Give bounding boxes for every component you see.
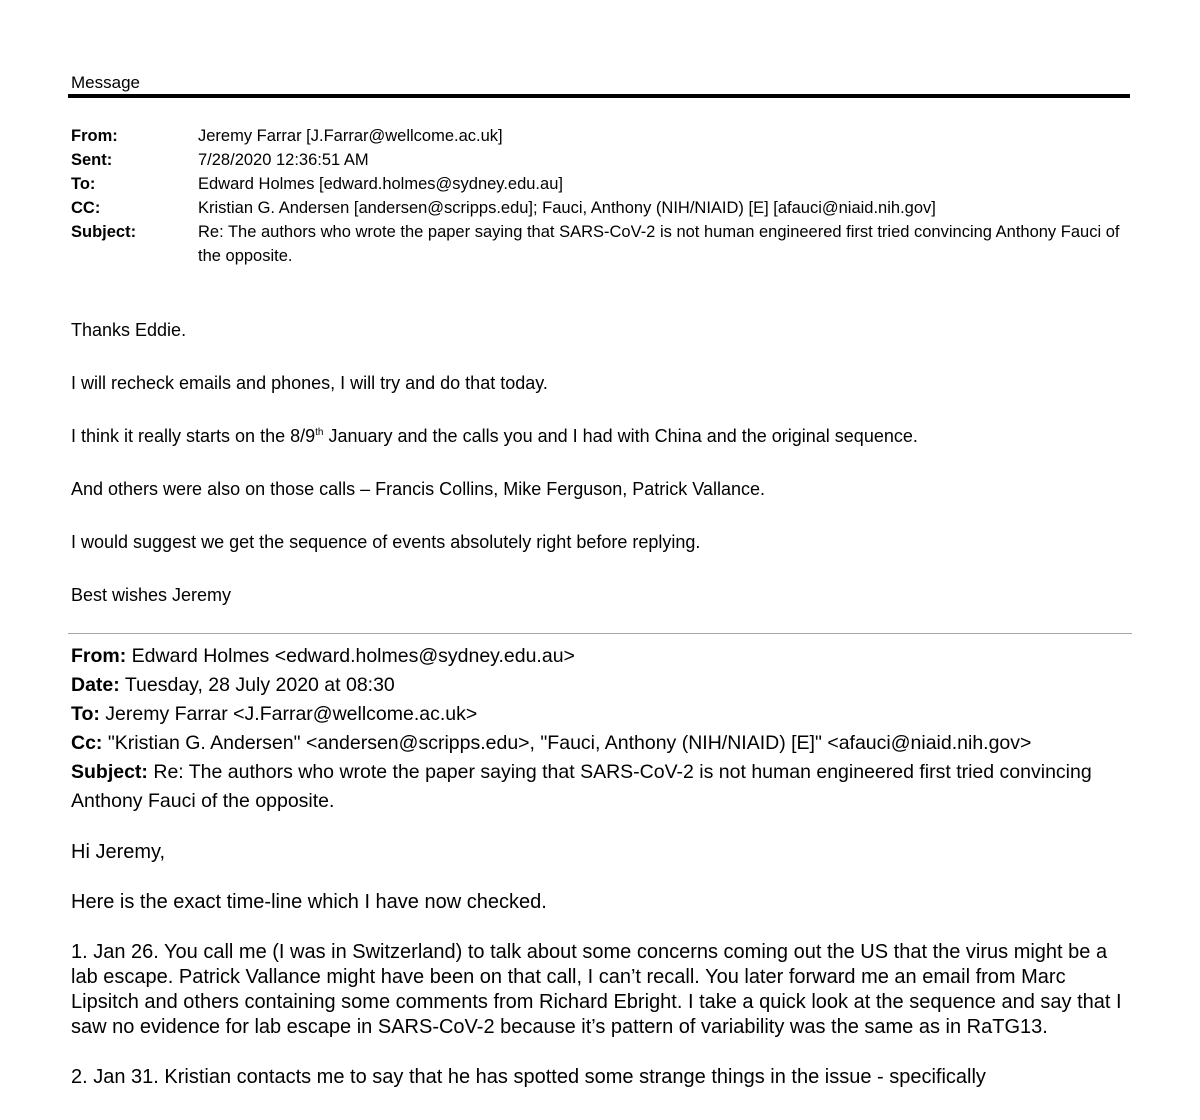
quoted-subject-row	[71, 758, 1131, 816]
from-value: Jeremy Farrar [J.Farrar@wellcome.ac.uk]	[198, 127, 503, 145]
quoted-cc-label: Cc:	[71, 732, 103, 754]
header-from-row	[71, 124, 1131, 148]
quoted-from-value: Edward Holmes <edward.holmes@sydney.edu.au>	[131, 645, 575, 667]
quoted-to-label: To:	[71, 703, 100, 725]
to-label: To:	[71, 175, 96, 193]
header-subject-row	[71, 220, 1131, 268]
reply-text: I think it really starts on the 8/9	[71, 426, 316, 446]
timeline-item-1: 1. Jan 26. You call me (I was in Switzerland) to talk about some concerns coming out the US that the virus might be a lab escape. Patrick Vallance might have been on that call, I can’t recall. You later forward me an email from Marc Lipsitch and others containing some comments from Richard Ebright. I take a quick look at the sequence and say that I saw no evidence for lab escape in SARS-CoV-2 because it’s pattern of variability was the same as in RaTG13.	[71, 941, 1122, 1038]
reply-paragraph: And others were also on those calls – Francis Collins, Mike Ferguson, Patrick Vallance.	[71, 479, 765, 499]
quoted-subject-value: Re: The authors who wrote the paper saying that SARS-CoV-2 is not human engineered first tried convincing Anthony Fauci of the opposite.	[71, 761, 1092, 812]
quoted-divider	[68, 633, 1132, 634]
header-divider	[68, 94, 1130, 98]
email-header	[71, 124, 1131, 268]
header-to-row	[71, 172, 1131, 196]
subject-value: Re: The authors who wrote the paper saying that SARS-CoV-2 is not human engineered first tried convincing Anthony Fauci of the opposite.	[198, 223, 1120, 265]
quoted-date-row	[71, 671, 1131, 700]
reply-signoff: Best wishes Jeremy	[71, 585, 232, 605]
ordinal-superscript: th	[315, 427, 324, 438]
quoted-cc-row	[71, 729, 1131, 758]
reply-text: January and the calls you and I had with China and the original sequence.	[323, 426, 918, 446]
quoted-body	[71, 840, 1131, 1115]
quoted-cc-value: "Kristian G. Andersen" <andersen@scripps.edu>, "Fauci, Anthony (NIH/NIAID) [E]" <afauci@niaid.nih.gov>	[107, 732, 1032, 754]
reply-paragraph	[71, 424, 1131, 448]
quoted-date-value: Tuesday, 28 July 2020 at 08:30	[124, 674, 395, 696]
quoted-greeting: Hi Jeremy,	[71, 841, 166, 863]
sent-value: 7/28/2020 12:36:51 AM	[198, 151, 369, 169]
reply-paragraph: I will recheck emails and phones, I will try and do that today.	[71, 373, 548, 393]
quoted-to-value: Jeremy Farrar <J.Farrar@wellcome.ac.uk>	[105, 703, 478, 725]
cc-value: Kristian G. Andersen [andersen@scripps.edu]; Fauci, Anthony (NIH/NIAID) [E] [afauci@niaid.nih.gov]	[198, 199, 936, 217]
quoted-from-label: From:	[71, 645, 127, 667]
quoted-header	[71, 642, 1131, 816]
sent-label: Sent:	[71, 151, 113, 169]
timeline-item-2: 2. Jan 31. Kristian contacts me to say that he has spotted some strange things in the issue - specifically	[71, 1066, 986, 1088]
subject-label: Subject:	[71, 223, 137, 241]
header-sent-row	[71, 148, 1131, 172]
reply-paragraph: I would suggest we get the sequence of events absolutely right before replying.	[71, 532, 701, 552]
from-label: From:	[71, 127, 118, 145]
reply-paragraph: Thanks Eddie.	[71, 320, 187, 340]
quoted-from-row	[71, 642, 1131, 671]
reply-body	[71, 318, 1131, 636]
to-value: Edward Holmes [edward.holmes@sydney.edu.au]	[198, 175, 563, 193]
message-label: Message	[71, 73, 140, 92]
quoted-intro: Here is the exact time-line which I have now checked.	[71, 891, 547, 913]
header-cc-row	[71, 196, 1131, 220]
cc-label: CC:	[71, 199, 101, 217]
quoted-date-label: Date:	[71, 674, 120, 696]
quoted-to-row	[71, 700, 1131, 729]
quoted-subject-label: Subject:	[71, 761, 148, 783]
